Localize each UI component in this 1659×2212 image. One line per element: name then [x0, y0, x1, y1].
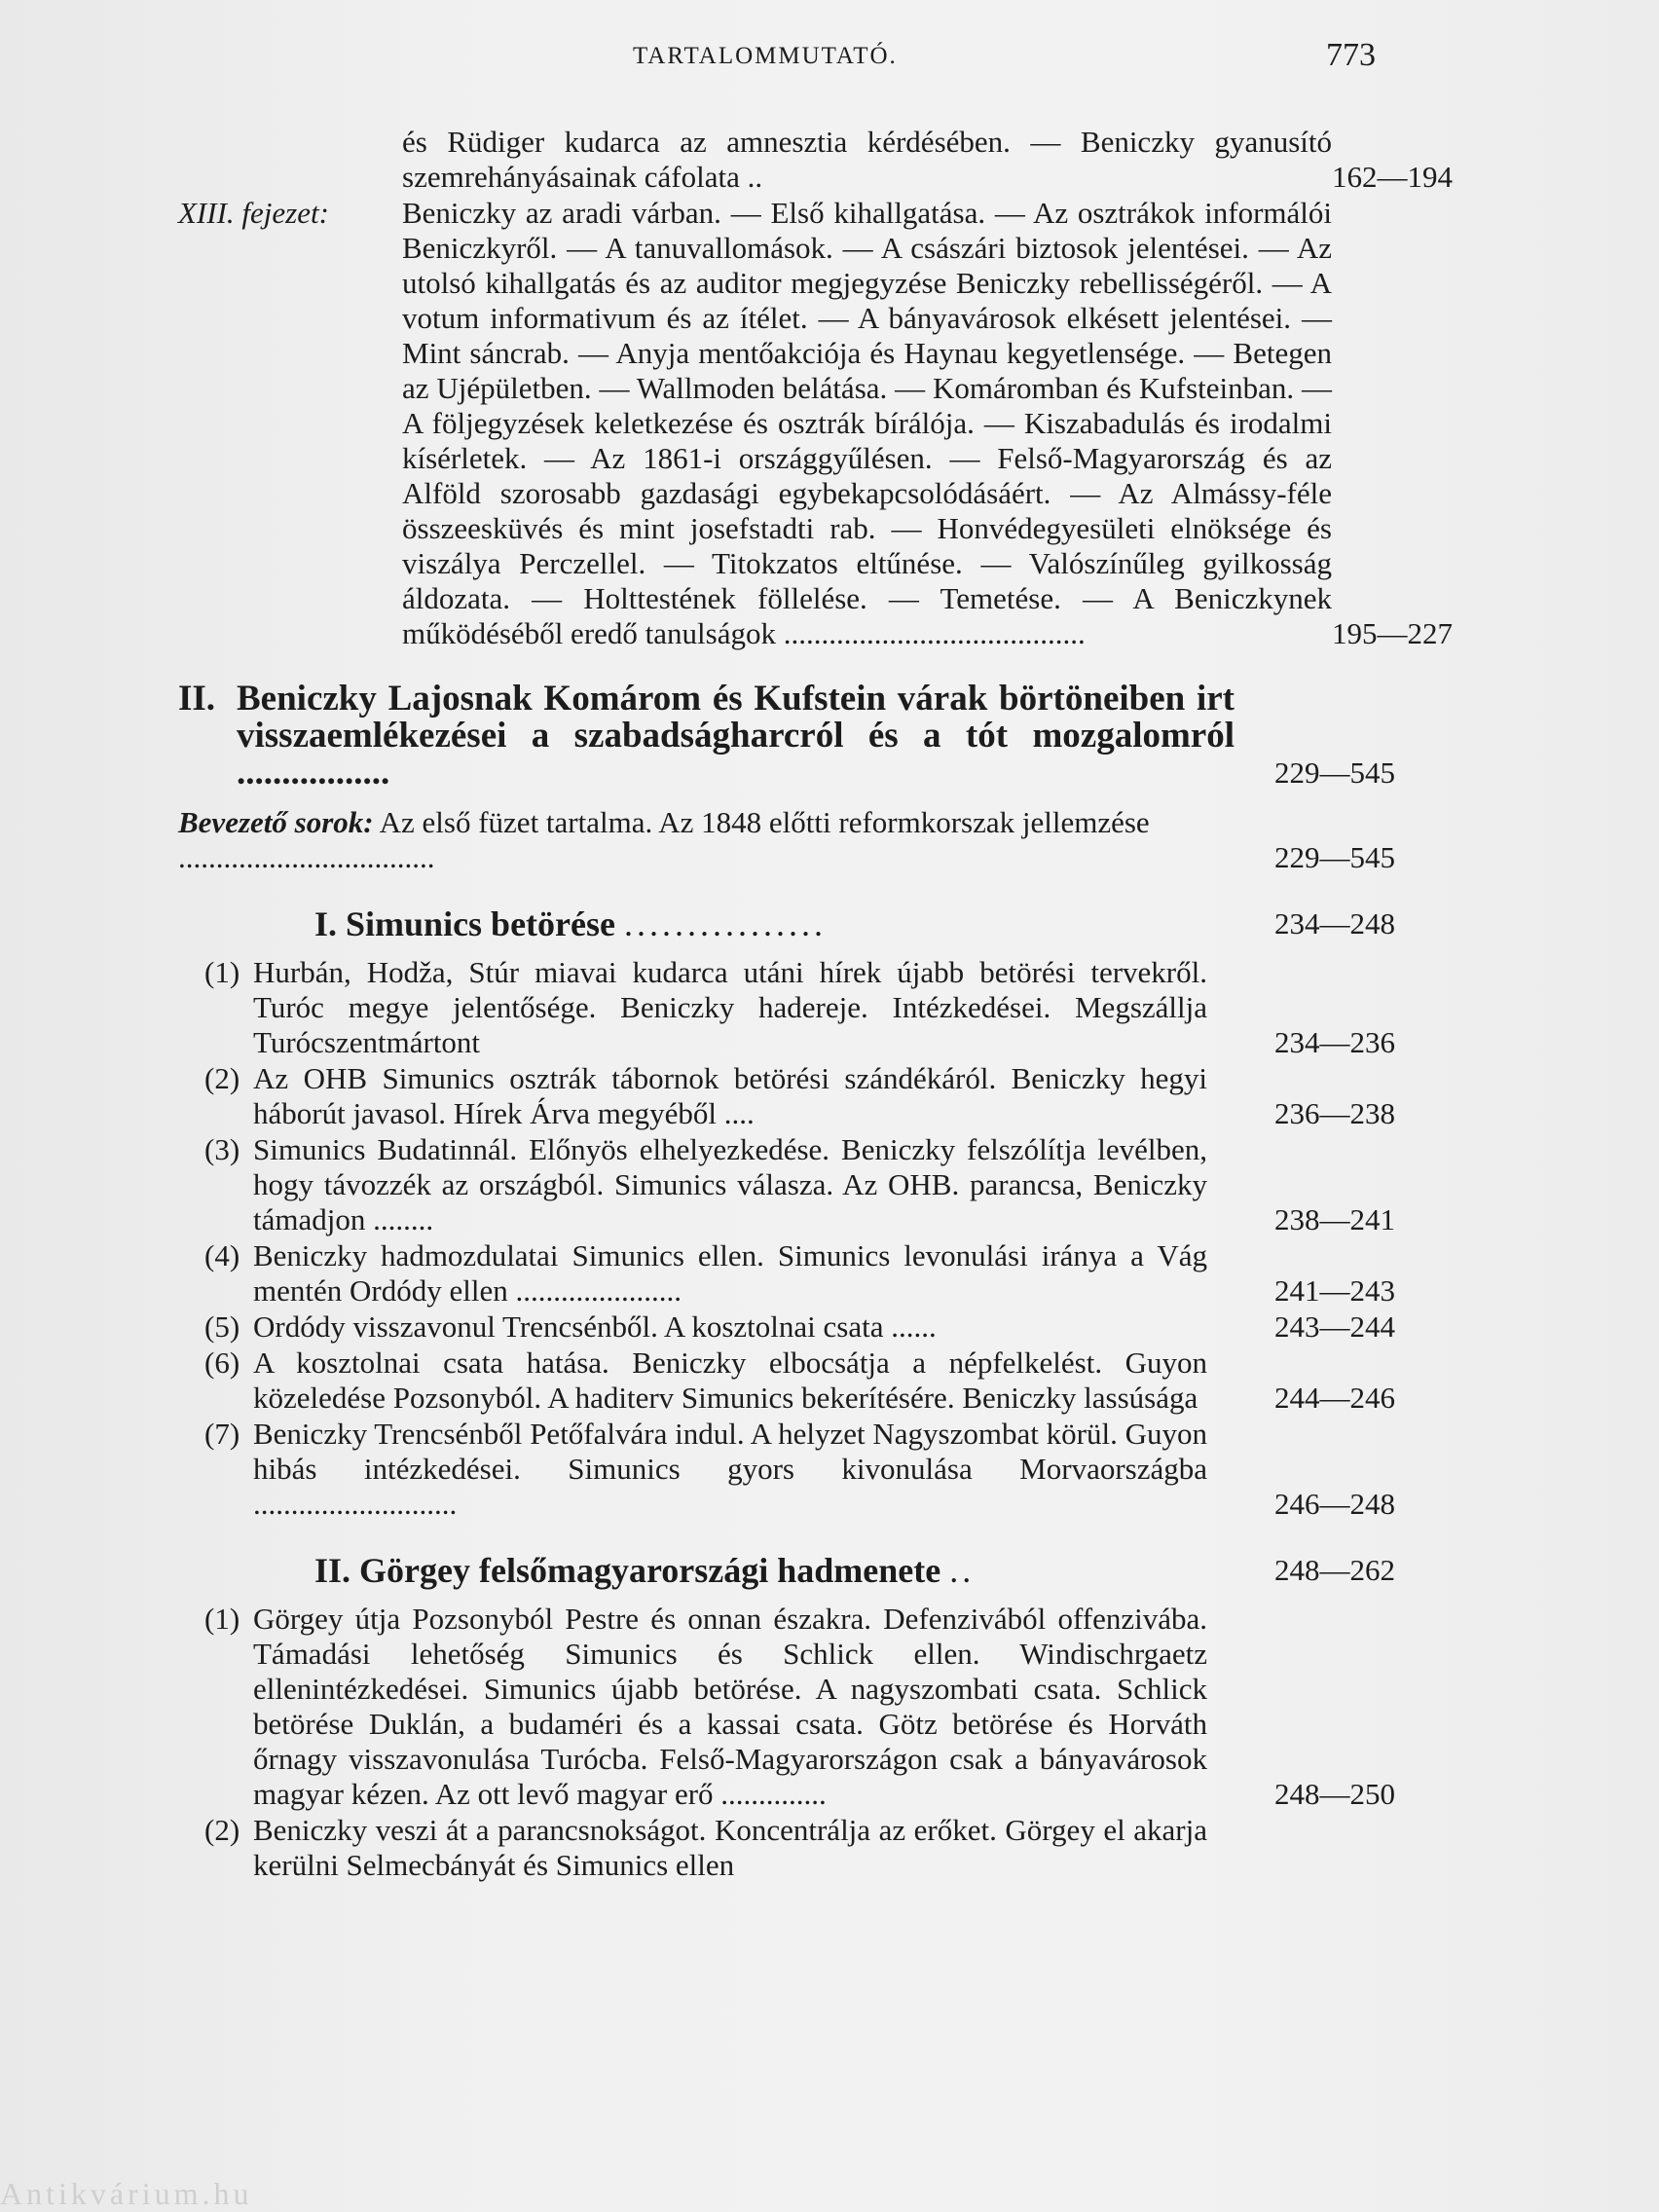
- entry-text: A kosztolnai csata hatása. Beniczky elbocsátja a népfelkelést. Guyon közeledése Pozsonyból. A haditerv Simunics bekerítésére. Beniczky lassúsága: [253, 1346, 1207, 1415]
- section-title: I. Simunics betörése: [314, 904, 615, 943]
- chapter-label: XIII. fejezet:: [178, 196, 329, 230]
- section-heading-2: [314, 1553, 1395, 1588]
- item-number: (1): [204, 955, 240, 989]
- item-number: (6): [204, 1346, 240, 1380]
- item-number: (2): [204, 1813, 240, 1847]
- item-number: (1): [204, 1602, 240, 1636]
- section-heading-1: [314, 906, 1395, 941]
- item-number: (2): [204, 1061, 240, 1095]
- entry-pages: 162—194: [1332, 160, 1453, 194]
- list-item: [204, 1813, 1395, 1883]
- toc-entry-continuation: [178, 125, 1453, 195]
- entry-pages: 229—545: [1274, 756, 1395, 790]
- entry-text: Ordódy visszavonul Trencsénből. A kosztolnai csata ......: [253, 1309, 937, 1344]
- list-item: [204, 1061, 1395, 1131]
- entry-pages: 241—243: [1274, 1273, 1395, 1308]
- section-2-items: [178, 1602, 1395, 1883]
- part-title: Beniczky Lajosnak Komárom és Kufstein várak börtöneiben irt visszaemlékezései a szabadságharcról és a tót mozgalomról .................: [237, 679, 1235, 793]
- entry-text: Simunics Budatinnál. Előnyös elhelyezkedése. Beniczky felszólítja levélben, hogy távozzék az országból. Simunics válasza. Az OHB. parancsa, Beniczky támadjon ........: [253, 1132, 1207, 1236]
- list-item: [204, 1602, 1395, 1812]
- list-item: [204, 1417, 1395, 1522]
- section-title: II. Görgey felsőmagyarországi hadmenete: [314, 1551, 941, 1590]
- part-number: II.: [178, 679, 216, 719]
- page-number: 773: [1326, 37, 1376, 73]
- item-number: (7): [204, 1417, 240, 1451]
- leader-dots: ................: [624, 904, 827, 943]
- leader-dots: ..: [949, 1551, 976, 1590]
- intro-label: Bevezető sorok:: [178, 805, 374, 839]
- toc-content: [178, 125, 1453, 1884]
- entry-pages: 229—545: [1274, 840, 1395, 874]
- entry-pages: 244—246: [1274, 1381, 1395, 1415]
- toc-entry-intro: [178, 805, 1395, 875]
- list-item: [204, 1132, 1395, 1237]
- entry-pages: 248—250: [1274, 1777, 1395, 1811]
- list-item: [204, 1238, 1395, 1309]
- entry-text: Beniczky Trencsénből Petőfalvára indul. A helyzet Nagyszombat körül. Guyon hibás intézkedései. Simunics gyors kivonulása Morvaországba ...........................: [253, 1417, 1207, 1521]
- list-item: [204, 1346, 1395, 1416]
- running-header: TARTALOMMUTATÓ.: [633, 43, 898, 69]
- entry-text: Beniczky hadmozdulatai Simunics ellen. Simunics levonulási iránya a Vág mentén Ordódy ellen ......................: [253, 1238, 1207, 1308]
- item-number: (4): [204, 1238, 240, 1272]
- entry-text: Beniczky az aradi várban. — Első kihallgatása. — Az osztrákok informálói Beniczkyről. — A tanuvallomások. — A császári biztosok jelentései. — Az utolsó kihallgatás és az auditor megjegyzése Beniczky rebellisségéről. — A votum informativum és az ítélet. — A bányavárosok elkésett jelentései. — Mint sáncrab. — Anyja mentőakciója és Haynau kegyetlensége. — Betegen az Ujépületben. — Wallmoden belátása. — Komáromban és Kufsteinban. — A följegyzések keletkezése és osztrák bírálója. — Kiszabadulás és irodalmi kísérletek. — Az 1861-i országgyűlésen. — Felső-Magyarország és az Alföld szorosabb gazdasági egybekapcsolódásáért. — Az Almássy-féle összeesküvés és mint josefstadti rab. — Honvédegyesületi elnöksége és viszálya Perczellel. — Titokzatos eltűnése. — Valószínűleg gyilkosság áldozata. — Holttestének föllelése. — Temetése. — A Beniczkynek működéséből eredő tanulságok ........................................: [402, 196, 1332, 650]
- watermark: Antikvárium.hu: [0, 2176, 253, 2211]
- list-item: [204, 955, 1395, 1060]
- entry-text: Hurbán, Hodža, Stúr miavai kudarca utáni hírek újabb betörési tervekről. Turóc megye jelentősége. Beniczky hadereje. Intézkedései. Megszállja Turócszentmártont: [253, 955, 1207, 1059]
- entry-text: Görgey útja Pozsonyból Pestre és onnan északra. Defenzivából offenzivába. Támadási lehetőség Simunics és Schlick ellen. Windischrgaetz ellenintézkedései. Simunics újabb betörése. A nagyszombati csata. Schlick betörése Duklán, a budaméri és a kassai csata. Götz betörése és Horváth őrnagy visszavonulása Turócba. Felső-Magyarországon csak a bányavárosok magyar kézen. Az ott levő magyar erő ..............: [253, 1602, 1207, 1811]
- item-number: (3): [204, 1132, 240, 1166]
- entry-pages: 234—248: [1274, 906, 1395, 940]
- entry-text: Az OHB Simunics osztrák tábornok betörési szándékáról. Beniczky hegyi háborút javasol. Hírek Árva megyéből ....: [253, 1061, 1207, 1130]
- entry-text: Az első füzet tartalma. Az 1848 előtti reformkorszak jellemzése ..................................: [178, 805, 1150, 874]
- part-heading: [178, 681, 1395, 792]
- entry-pages: 236—238: [1274, 1096, 1395, 1130]
- entry-pages: 238—241: [1274, 1202, 1395, 1236]
- entry-text: és Rüdiger kudarca az amnesztia kérdésében. — Beniczky gyanusító szemrehányásainak cáfolata ..: [402, 125, 1332, 194]
- entry-pages: 246—248: [1274, 1487, 1395, 1521]
- list-item: [204, 1309, 1395, 1345]
- entry-pages: 195—227: [1332, 616, 1453, 650]
- section-1-items: [178, 955, 1395, 1522]
- entry-pages: 243—244: [1274, 1309, 1395, 1344]
- entry-pages: 248—262: [1274, 1553, 1395, 1587]
- toc-entry-chapter-13: [178, 196, 1453, 651]
- item-number: (5): [204, 1309, 240, 1344]
- entry-text: Beniczky veszi át a parancsnokságot. Koncentrálja az erőket. Görgey el akarja kerülni Selmecbányát és Simunics ellen: [253, 1813, 1207, 1882]
- entry-pages: 234—236: [1274, 1025, 1395, 1059]
